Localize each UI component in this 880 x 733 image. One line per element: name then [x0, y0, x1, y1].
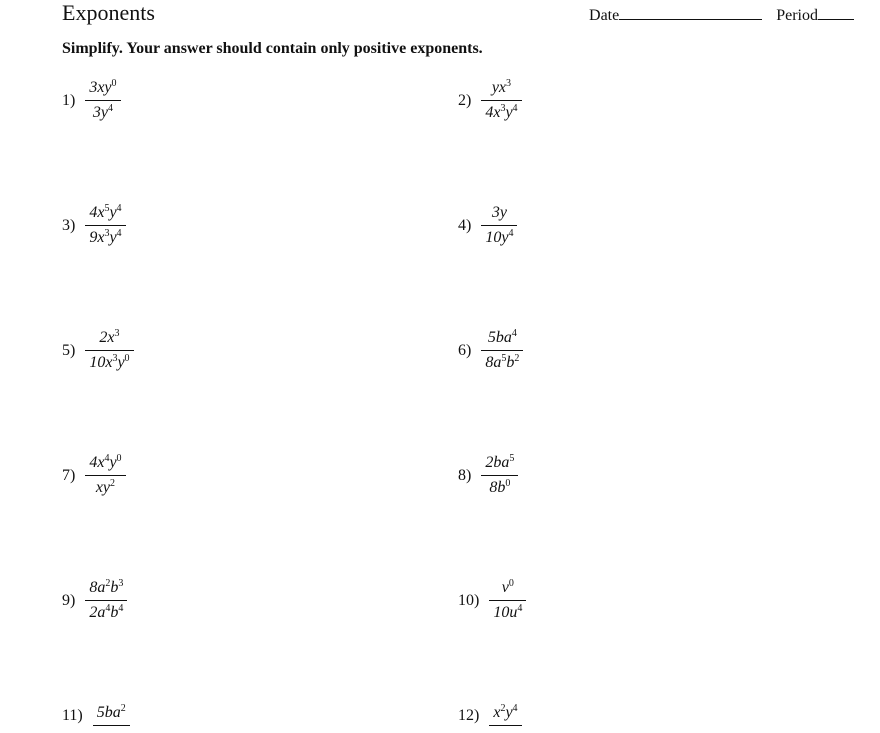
problem-number: 5) — [62, 341, 76, 359]
problem-number: 11) — [62, 706, 83, 724]
exponent: 4 — [508, 228, 514, 239]
problem-number: 10) — [458, 591, 480, 609]
fraction — [481, 203, 517, 248]
exponent: 3 — [500, 103, 506, 114]
problem-number: 4) — [458, 216, 472, 234]
denominator: $3y^4$ — [92, 103, 113, 121]
date-period-line — [589, 5, 854, 26]
problem-number: 12) — [458, 706, 480, 724]
exponent: 5 — [509, 453, 515, 464]
numerator: $yx^3$ — [491, 78, 512, 96]
date-label: Date — [589, 7, 620, 24]
denominator: $8a^5b^2$ — [485, 353, 520, 371]
exponent: 0 — [505, 478, 511, 489]
exponent: 4 — [107, 103, 113, 114]
numerator: $v^0$ — [501, 578, 514, 596]
exponent: 2 — [120, 703, 126, 714]
worksheet-title: Exponents — [62, 0, 155, 25]
fraction — [85, 328, 133, 373]
denominator: $xy^2$ — [95, 478, 116, 496]
exponent: 4 — [517, 603, 523, 614]
problem-11 — [62, 703, 130, 728]
problem-number: 2) — [458, 91, 472, 109]
problem-12 — [458, 703, 522, 728]
numerator: $5ba^2$ — [96, 703, 126, 721]
problem-5 — [62, 328, 134, 373]
exponent: 0 — [124, 353, 130, 364]
numerator: $4x^4y^0$ — [89, 453, 122, 471]
exponent: 4 — [116, 228, 122, 239]
numerator: $2ba^5$ — [485, 453, 515, 471]
denominator: $2a^4b^4$ — [89, 603, 124, 621]
numerator: $2x^3$ — [99, 328, 120, 346]
denominator: $9x^3y^4$ — [89, 228, 122, 246]
exponent: 3 — [118, 578, 124, 589]
denominator: $10y^4$ — [485, 228, 514, 246]
problem-4 — [458, 203, 517, 248]
exponent: 4 — [118, 603, 124, 614]
fraction — [85, 453, 125, 498]
problem-10 — [458, 578, 526, 623]
problem-number: 1) — [62, 91, 76, 109]
exponent: 0 — [111, 78, 117, 89]
fraction — [481, 453, 518, 498]
exponent: 0 — [508, 578, 514, 589]
problem-8 — [458, 453, 518, 498]
exponent: 2 — [500, 703, 506, 714]
instructions: Simplify. Your answer should contain only positive exponents. — [62, 40, 483, 57]
denominator: $10u^4$ — [493, 603, 523, 621]
exponent: 2 — [514, 353, 520, 364]
denominator: $8b^0$ — [489, 478, 511, 496]
fraction — [481, 328, 523, 373]
fraction — [481, 78, 521, 123]
problem-2 — [458, 78, 522, 123]
period-blank — [818, 5, 854, 20]
denominator: $4x^3y^4$ — [485, 103, 518, 121]
numerator: $8a^2b^3$ — [89, 578, 124, 596]
exponent: 2 — [110, 478, 116, 489]
exponent: 4 — [511, 328, 517, 339]
fraction — [93, 703, 130, 728]
problem-number: 9) — [62, 591, 76, 609]
period-label: Period — [776, 7, 818, 24]
numerator: $5ba^4$ — [487, 328, 517, 346]
problem-number: 6) — [458, 341, 472, 359]
exponent: 0 — [116, 453, 122, 464]
problem-number: 8) — [458, 466, 472, 484]
fraction — [489, 703, 521, 728]
exponent: 4 — [512, 703, 518, 714]
exponent: 4 — [105, 603, 111, 614]
fraction — [85, 203, 125, 248]
exponent: 4 — [116, 203, 122, 214]
numerator: $3xy^0$ — [89, 78, 117, 96]
problem-number: 7) — [62, 466, 76, 484]
exponent: 3 — [112, 353, 118, 364]
numerator: $x^2y^4$ — [493, 703, 518, 721]
problem-7 — [62, 453, 126, 498]
numerator: 3y — [491, 204, 507, 221]
exponent: 5 — [104, 203, 110, 214]
exponent: 4 — [512, 103, 518, 114]
fraction — [85, 78, 120, 123]
exponent: 3 — [506, 78, 512, 89]
denominator — [107, 726, 115, 728]
exponent: 3 — [114, 328, 120, 339]
exponent: 2 — [105, 578, 111, 589]
date-blank — [619, 5, 762, 20]
numerator: $4x^5y^4$ — [89, 203, 122, 221]
denominator — [501, 726, 509, 728]
fraction — [85, 578, 127, 623]
problem-1 — [62, 78, 121, 123]
problem-6 — [458, 328, 523, 373]
denominator: $10x^3y^0$ — [89, 353, 130, 371]
problem-number: 3) — [62, 216, 76, 234]
problem-9 — [62, 578, 127, 623]
exponent: 4 — [104, 453, 110, 464]
exponent: 3 — [104, 228, 110, 239]
exponent: 5 — [501, 353, 507, 364]
problem-3 — [62, 203, 126, 248]
fraction — [489, 578, 526, 623]
